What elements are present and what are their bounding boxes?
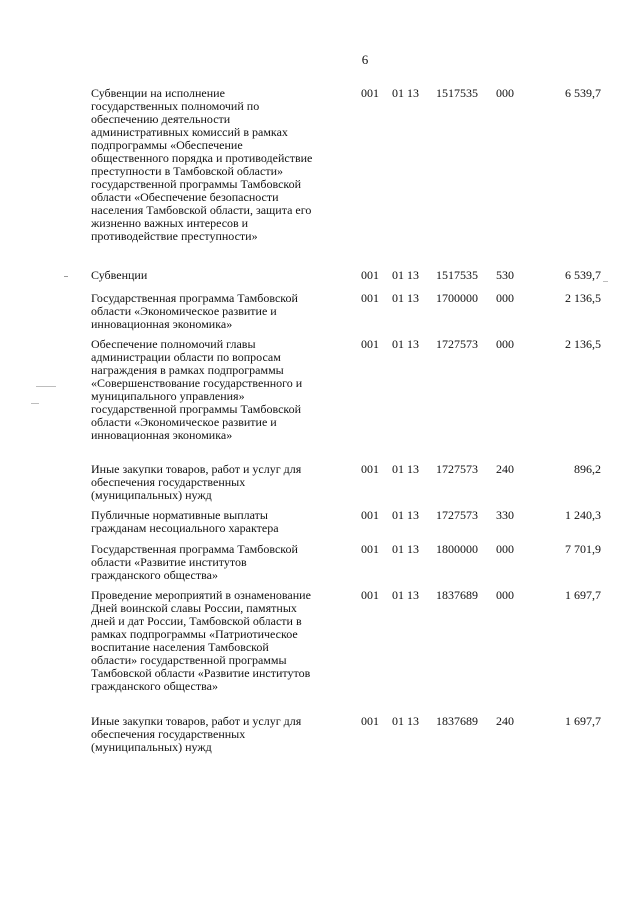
- ministry-code: 001: [361, 508, 379, 522]
- ministry-code: 001: [361, 268, 379, 282]
- expense-type-code: 000: [496, 86, 514, 100]
- row-description: Обеспечение полномочий главы администрации области по вопросам награждения в рамках подпрограммы «Совершенствование государственного и муниципального управления» государственной программы Тамбовской области «Экономическое развитие и инновационная экономика»: [91, 337, 303, 442]
- ministry-code: 001: [361, 714, 379, 728]
- expense-type-code: 000: [496, 291, 514, 305]
- target-article-code: 1727573: [436, 462, 478, 476]
- expense-type-code: 000: [496, 542, 514, 556]
- expense-type-code: 240: [496, 462, 514, 476]
- ministry-code: 001: [361, 542, 379, 556]
- expense-type-code: 330: [496, 508, 514, 522]
- section-code: 01 13: [392, 291, 419, 305]
- amount-value: 7 701,9: [565, 542, 601, 556]
- target-article-code: 1517535: [436, 86, 478, 100]
- section-code: 01 13: [392, 714, 419, 728]
- expense-type-code: 000: [496, 588, 514, 602]
- row-description: Субвенции на исполнение государственных полномочий по обеспечению деятельности административных комиссий в рамках подпрограммы «Обеспечение общественного порядка и противодействие преступности в Тамбовской области» государственной программы Тамбовской области «Обеспечение безопасности населения Тамбовской области, защита его жизненно важных интересов и противодействие преступности»: [91, 86, 313, 243]
- amount-value: 1 697,7: [565, 714, 601, 728]
- amount-value: 6 539,7: [565, 268, 601, 282]
- section-code: 01 13: [392, 462, 419, 476]
- ministry-code: 001: [361, 588, 379, 602]
- target-article-code: 1837689: [436, 714, 478, 728]
- expense-type-code: 000: [496, 337, 514, 351]
- section-code: 01 13: [392, 86, 419, 100]
- target-article-code: 1837689: [436, 588, 478, 602]
- table-row: [91, 269, 601, 292]
- ministry-code: 001: [361, 337, 379, 351]
- amount-value: 1 697,7: [565, 588, 601, 602]
- row-description: Субвенции: [91, 268, 148, 282]
- expense-type-code: 240: [496, 714, 514, 728]
- row-description: Государственная программа Тамбовской области «Экономическое развитие и инновационная экономика»: [91, 291, 298, 331]
- table-row: [91, 509, 601, 543]
- scan-mark: [31, 403, 39, 404]
- table-row: [91, 589, 601, 715]
- section-code: 01 13: [392, 337, 419, 351]
- table-row: [91, 87, 601, 269]
- amount-value: 1 240,3: [565, 508, 601, 522]
- target-article-code: 1727573: [436, 337, 478, 351]
- target-article-code: 1517535: [436, 268, 478, 282]
- row-description: Проведение мероприятий в ознаменование Дней воинской славы России, памятных дней и дат России, Тамбовской области в рамках подпрограммы «Патриотическое воспитание населения Тамбовской области» государственной программы Тамбовской области «Развитие институтов гражданского общества»: [91, 588, 311, 693]
- section-code: 01 13: [392, 542, 419, 556]
- target-article-code: 1700000: [436, 291, 478, 305]
- page-number: 6: [361, 52, 369, 67]
- scan-mark: [64, 276, 68, 277]
- section-code: 01 13: [392, 588, 419, 602]
- row-description: Государственная программа Тамбовской области «Развитие институтов гражданского общества»: [91, 542, 298, 582]
- amount-value: 896,2: [574, 462, 601, 476]
- scan-mark: [36, 386, 56, 387]
- amount-value: 2 136,5: [565, 337, 601, 351]
- table-row: [91, 292, 601, 338]
- amount-value: 6 539,7: [565, 86, 601, 100]
- target-article-code: 1727573: [436, 508, 478, 522]
- section-code: 01 13: [392, 508, 419, 522]
- table-row: [91, 715, 601, 761]
- scan-mark: [603, 281, 608, 282]
- row-description: Иные закупки товаров, работ и услуг для обеспечения государственных (муниципальных) нужд: [91, 462, 302, 502]
- target-article-code: 1800000: [436, 542, 478, 556]
- ministry-code: 001: [361, 462, 379, 476]
- budget-table: [91, 87, 601, 761]
- table-row: [91, 338, 601, 463]
- table-row: [91, 463, 601, 509]
- section-code: 01 13: [392, 268, 419, 282]
- row-description: Иные закупки товаров, работ и услуг для обеспечения государственных (муниципальных) нужд: [91, 714, 302, 754]
- row-description: Публичные нормативные выплаты гражданам несоциального характера: [91, 508, 279, 535]
- ministry-code: 001: [361, 86, 379, 100]
- ministry-code: 001: [361, 291, 379, 305]
- table-row: [91, 543, 601, 589]
- amount-value: 2 136,5: [565, 291, 601, 305]
- expense-type-code: 530: [496, 268, 514, 282]
